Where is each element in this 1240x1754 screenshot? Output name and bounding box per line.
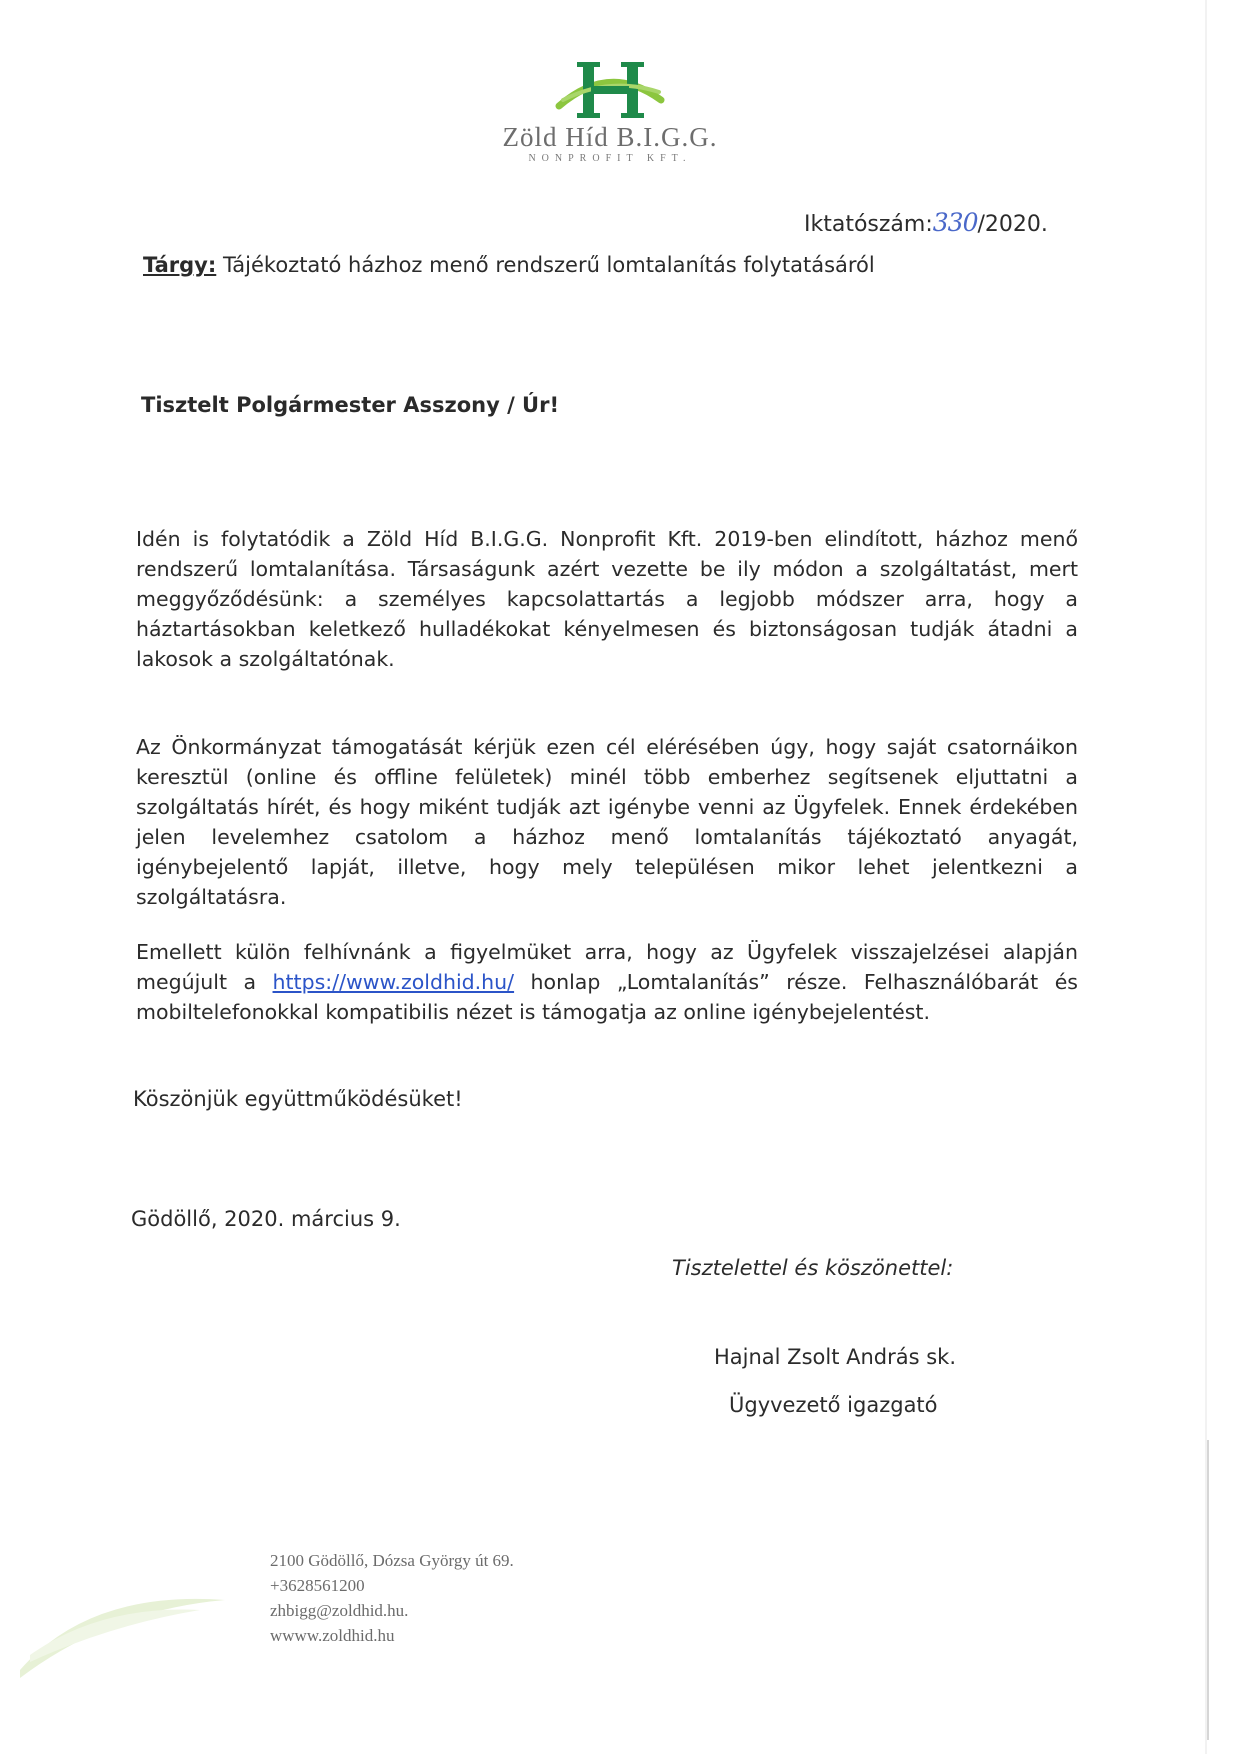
reference-label: Iktatószám:: [804, 212, 933, 237]
company-logo: [490, 60, 730, 164]
subject-label: Tárgy:: [143, 253, 217, 277]
place-date: Gödöllő, 2020. március 9.: [131, 1207, 401, 1231]
footer-contact: [270, 1548, 514, 1648]
reference-year: /2020.: [977, 212, 1048, 237]
thanks-line: Köszönjük együttműködésüket!: [133, 1087, 463, 1111]
closing-line: Tisztelettel és köszönettel:: [672, 1256, 954, 1280]
footer-swoosh-decoration: [20, 1570, 230, 1680]
scan-edge-decoration: [1205, 0, 1211, 1754]
reference-number: [804, 208, 1048, 237]
salutation: Tisztelt Polgármester Asszony / Úr!: [141, 393, 560, 417]
reference-handwritten-number: 330: [932, 208, 978, 237]
logo-company-name: Zöld Híd B.I.G.G.: [502, 122, 718, 152]
subject-line: [143, 253, 875, 277]
footer-email: zhbigg@zoldhid.hu.: [270, 1601, 409, 1620]
logo-subtitle: NONPROFIT KFT.: [528, 153, 692, 164]
footer-web: wwww.zoldhid.hu: [270, 1626, 395, 1645]
subject-text: Tájékoztató házhoz menő rendszerű lomtalanítás folytatásáról: [216, 253, 875, 277]
website-link[interactable]: https://www.zoldhid.hu/: [272, 970, 515, 994]
signer-name: Hajnal Zsolt András sk.: [714, 1345, 957, 1369]
footer-phone: +3628561200: [270, 1576, 365, 1595]
paragraph-website: [136, 937, 1078, 1027]
paragraph-website-text-before: Emellett külön felhívnánk a figyelmüket arra, hogy az Ügyfelek visszajelzései alapján megújult a: [136, 940, 1078, 994]
paragraph-intro: Idén is folytatódik a Zöld Híd B.I.G.G. Nonprofit Kft. 2019-ben elindított, házhoz menő rendszerű lomtalanítása. Társaságunk azért vezette be ily módon a szolgáltatást, mert meggyőződésünk: a személyes kapcsolattartás a legjobb módszer arra, hogy a háztartásokban keletkező hulladékokat kényelmesen és biztonságosan tudják átadni a lakosok a szolgáltatónak.: [136, 527, 1078, 671]
paragraph-request: Az Önkormányzat támogatását kérjük ezen cél elérésében úgy, hogy saját csatornáikon keresztül (online és offline felületek) minél több emberhez segítsenek eljuttatni a szolgáltatás hírét, és hogy miként tudják azt igénybe venni az Ügyfelek. Ennek érdekében jelen levelemhez csatolom a házhoz menő lomtalanítás tájékoztató anyagát, igénybejelentő lapját, illetve, hogy mely településen mikor lehet jelentkezni a szolgáltatásra.: [136, 735, 1078, 909]
footer-address: 2100 Gödöllő, Dózsa György út 69.: [270, 1551, 514, 1570]
bridge-logo-icon: [555, 60, 665, 122]
paragraph-website-text-after: honlap „Lomtalanítás” része. Felhasználóbarát és mobiltelefonokkal kompatibilis nézet is támogatja az online igénybejelentést.: [136, 970, 1078, 1024]
signer-title: Ügyvezető igazgató: [729, 1393, 938, 1417]
